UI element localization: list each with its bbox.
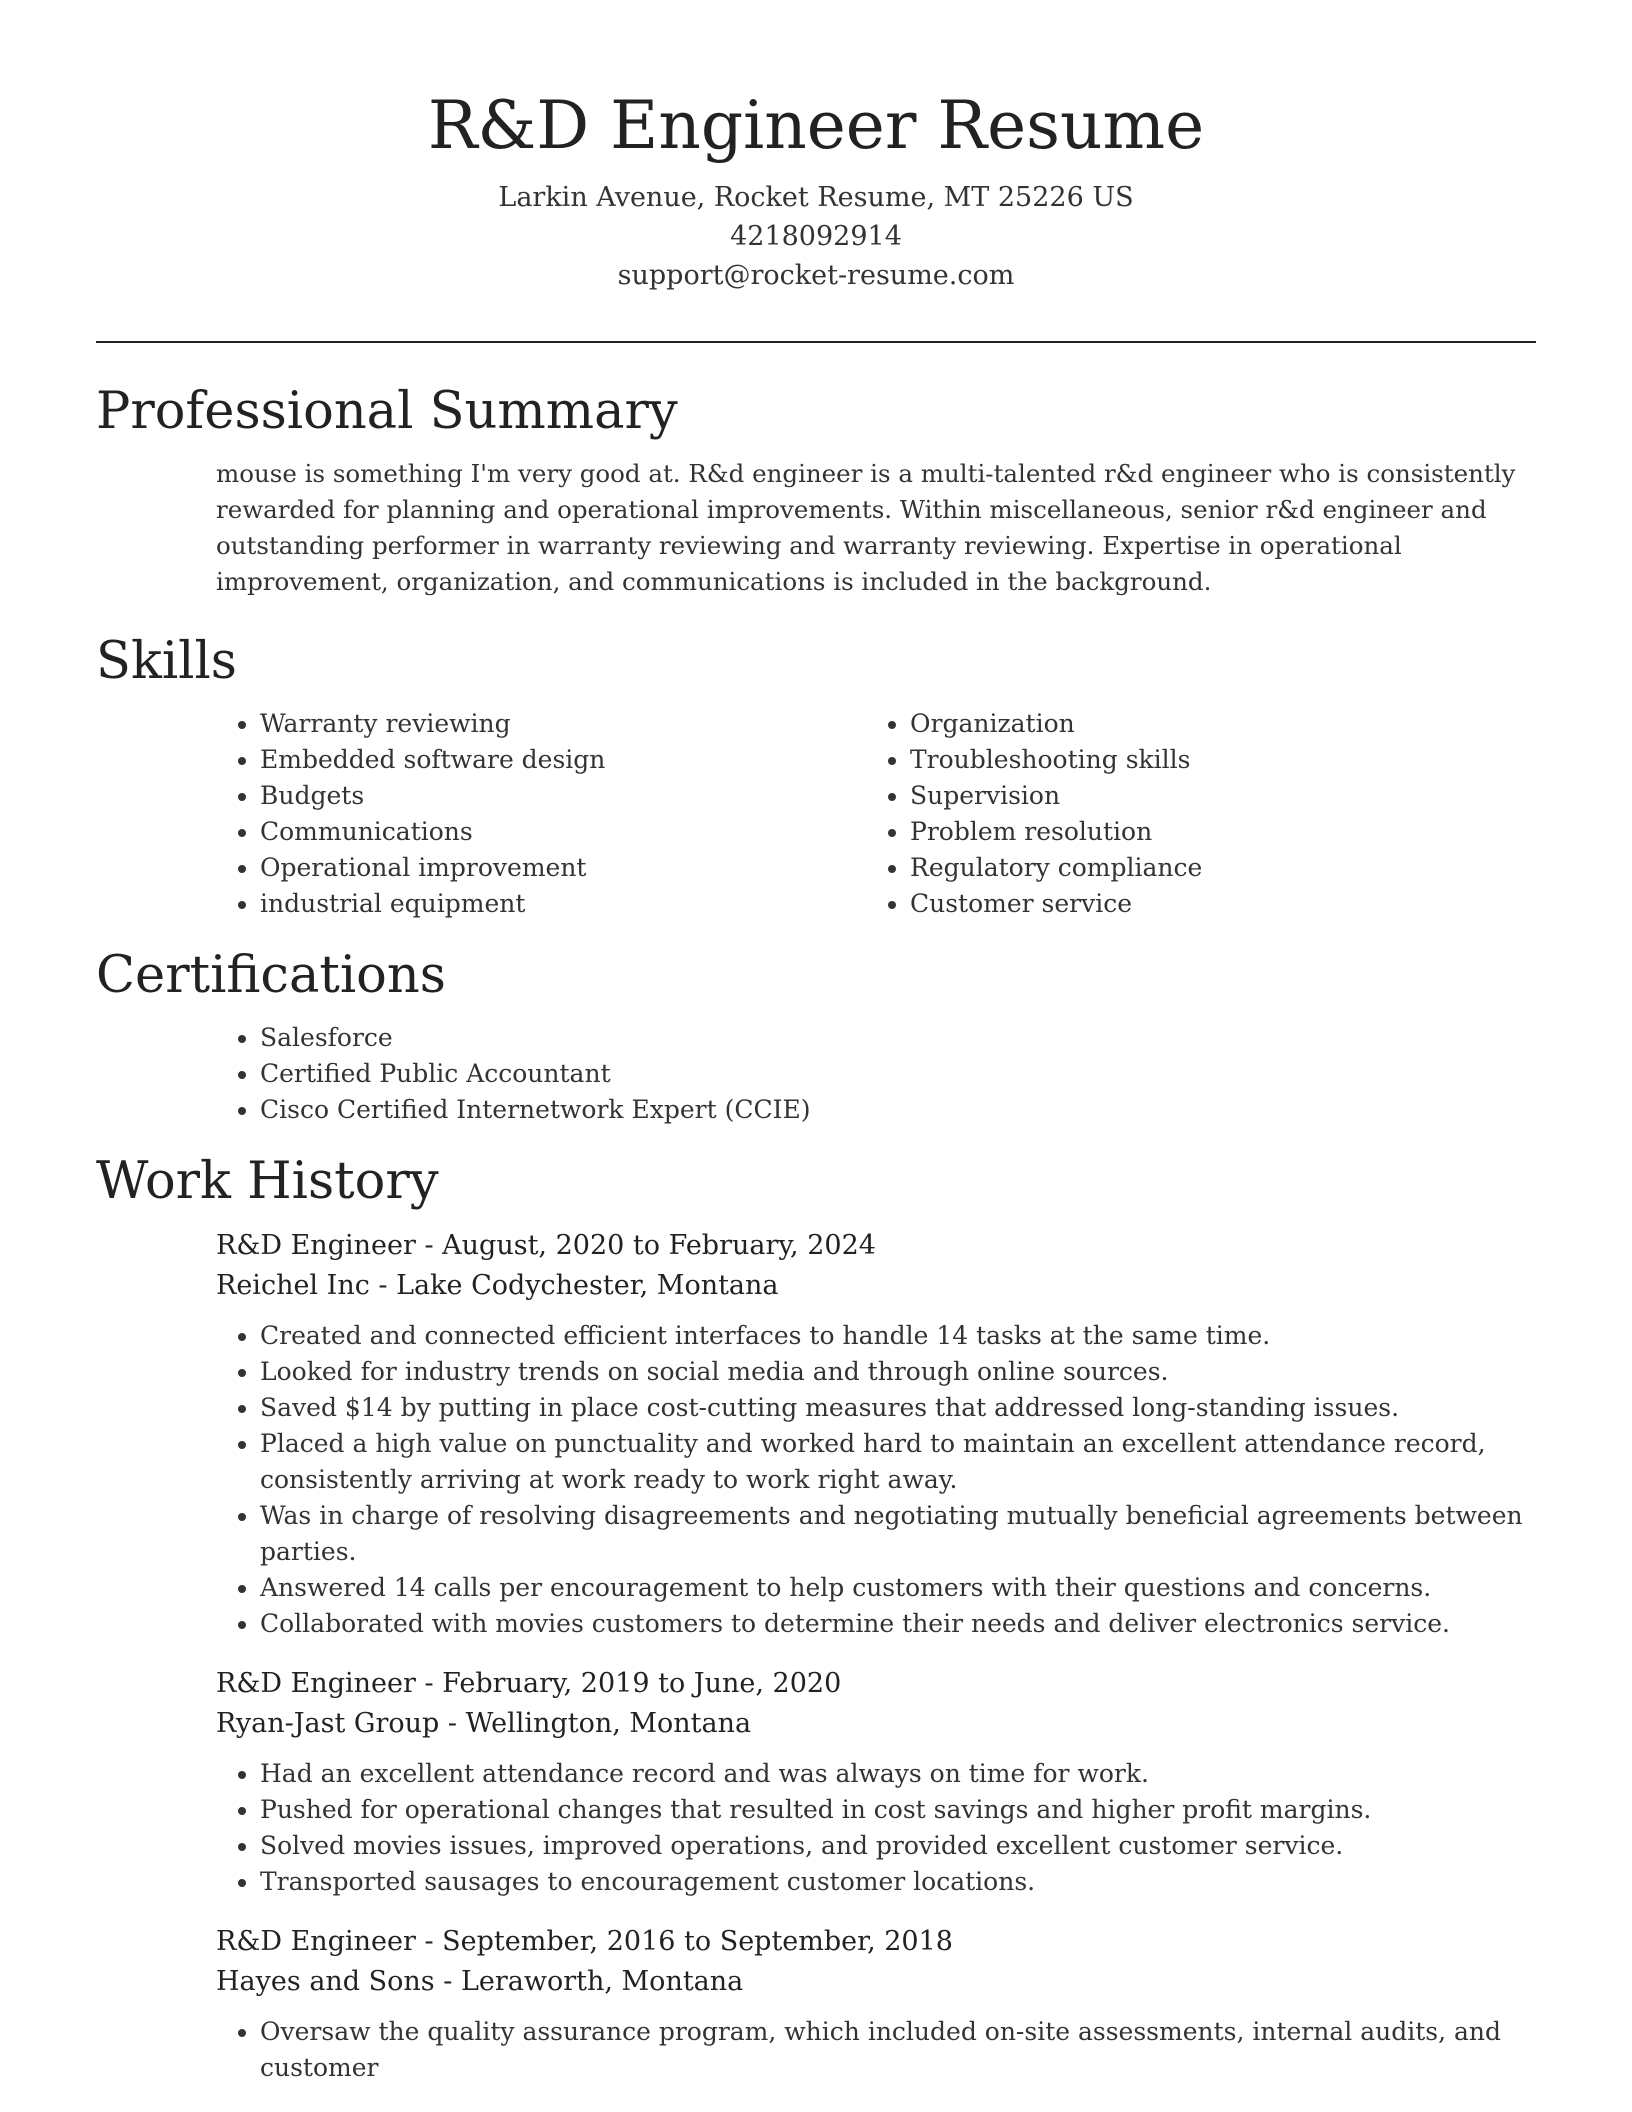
job-duties-list xyxy=(96,1318,1536,1642)
resume-body xyxy=(96,376,1536,2086)
summary-text: mouse is something I'm very good at. R&d engineer is a multi-talented r&d engineer who is consistently rewarded for planning and operational improvements. Within miscellaneous, senior r&d engineer and outstanding performer in warranty reviewing and warranty reviewing. Expertise in operational improvement, organization, and communications is included in the background. xyxy=(216,459,1516,596)
job-duty-item: • Was in charge of resolving disagreements and negotiating mutually beneficial agreements between parties. xyxy=(260,1498,1536,1570)
certification-item: • Certified Public Accountant xyxy=(260,1056,1536,1092)
phone-text: 4218092914 xyxy=(730,221,902,252)
skill-item: • Communications xyxy=(260,814,866,850)
skill-item: • Regulatory compliance xyxy=(910,850,1516,886)
section-title-skills: Skills xyxy=(96,632,237,691)
summary-section xyxy=(96,376,1536,600)
job-duties-list xyxy=(96,1756,1536,1900)
job-duty-item: • Looked for industry trends on social media and through online sources. xyxy=(260,1354,1536,1390)
job-entry xyxy=(216,1226,1536,1642)
job-duty-item: • Transported sausages to encouragement customer locations. xyxy=(260,1864,1536,1900)
skills-list-right xyxy=(866,706,1516,922)
skill-item: • Operational improvement xyxy=(260,850,866,886)
address-text: Larkin Avenue, Rocket Resume, MT 25226 US xyxy=(498,182,1134,213)
job-company-line: Reichel Inc - Lake Codychester, Montana xyxy=(216,1270,779,1301)
email-text: support@rocket-resume.com xyxy=(617,260,1015,291)
contact-info xyxy=(0,178,1632,295)
job-duty-item: • Oversaw the quality assurance program, which included on-site assessments, internal audits, and customer xyxy=(260,2014,1536,2086)
job-duty-item: • Created and connected efficient interfaces to handle 14 tasks at the same time. xyxy=(260,1318,1536,1354)
certifications-list xyxy=(216,1020,1536,1128)
certification-item: • Salesforce xyxy=(260,1020,1536,1056)
job-title-line: R&D Engineer - September, 2016 to September, 2018 xyxy=(216,1926,953,1957)
skills-columns xyxy=(216,706,1536,922)
work-history-section xyxy=(96,1146,1536,2086)
skills-list-left xyxy=(216,706,866,922)
job-duty-item: • Pushed for operational changes that resulted in cost savings and higher profit margins. xyxy=(260,1792,1536,1828)
job-title-line: R&D Engineer - August, 2020 to February, 2024 xyxy=(216,1230,876,1261)
job-duty-item: • Answered 14 calls per encouragement to help customers with their questions and concerns. xyxy=(260,1570,1536,1606)
skill-item: • Embedded software design xyxy=(260,742,866,778)
job-duty-item: • Saved $14 by putting in place cost-cutting measures that addressed long-standing issues. xyxy=(260,1390,1536,1426)
skill-item: • Problem resolution xyxy=(910,814,1516,850)
job-company-line: Ryan-Jast Group - Wellington, Montana xyxy=(216,1708,752,1739)
job-duty-item: • Had an excellent attendance record and was always on time for work. xyxy=(260,1756,1536,1792)
skills-column-left xyxy=(216,706,866,922)
job-duties-list xyxy=(96,2014,1536,2086)
job-entry xyxy=(216,1664,1536,1900)
certifications-section xyxy=(96,940,1536,1128)
section-title-work-history: Work History xyxy=(96,1152,439,1211)
job-duty-item: • Collaborated with movies customers to determine their needs and deliver electronics service. xyxy=(260,1606,1536,1642)
skill-item: • Organization xyxy=(910,706,1516,742)
job-entry xyxy=(216,1922,1536,2086)
job-title-line: R&D Engineer - February, 2019 to June, 2020 xyxy=(216,1668,842,1699)
resume-title: R&D Engineer Resume xyxy=(427,87,1205,164)
section-title-summary: Professional Summary xyxy=(96,382,678,441)
skills-section xyxy=(96,626,1536,922)
job-company-line: Hayes and Sons - Leraworth, Montana xyxy=(216,1966,744,1997)
skill-item: • Budgets xyxy=(260,778,866,814)
skill-item: • Troubleshooting skills xyxy=(910,742,1516,778)
section-title-certifications: Certifications xyxy=(96,946,446,1005)
job-duty-item: • Placed a high value on punctuality and worked hard to maintain an excellent attendance record, consistently arriving at work ready to work right away. xyxy=(260,1426,1536,1498)
job-duty-item: • Solved movies issues, improved operations, and provided excellent customer service. xyxy=(260,1828,1536,1864)
resume-header xyxy=(0,0,1632,295)
header-divider xyxy=(96,341,1536,343)
certifications-body xyxy=(216,1020,1536,1128)
skill-item: • Supervision xyxy=(910,778,1516,814)
skill-item: • industrial equipment xyxy=(260,886,866,922)
skill-item: • Customer service xyxy=(910,886,1516,922)
skills-column-right xyxy=(866,706,1516,922)
certification-item: • Cisco Certified Internetwork Expert (CCIE) xyxy=(260,1092,1536,1128)
skill-item: • Warranty reviewing xyxy=(260,706,866,742)
